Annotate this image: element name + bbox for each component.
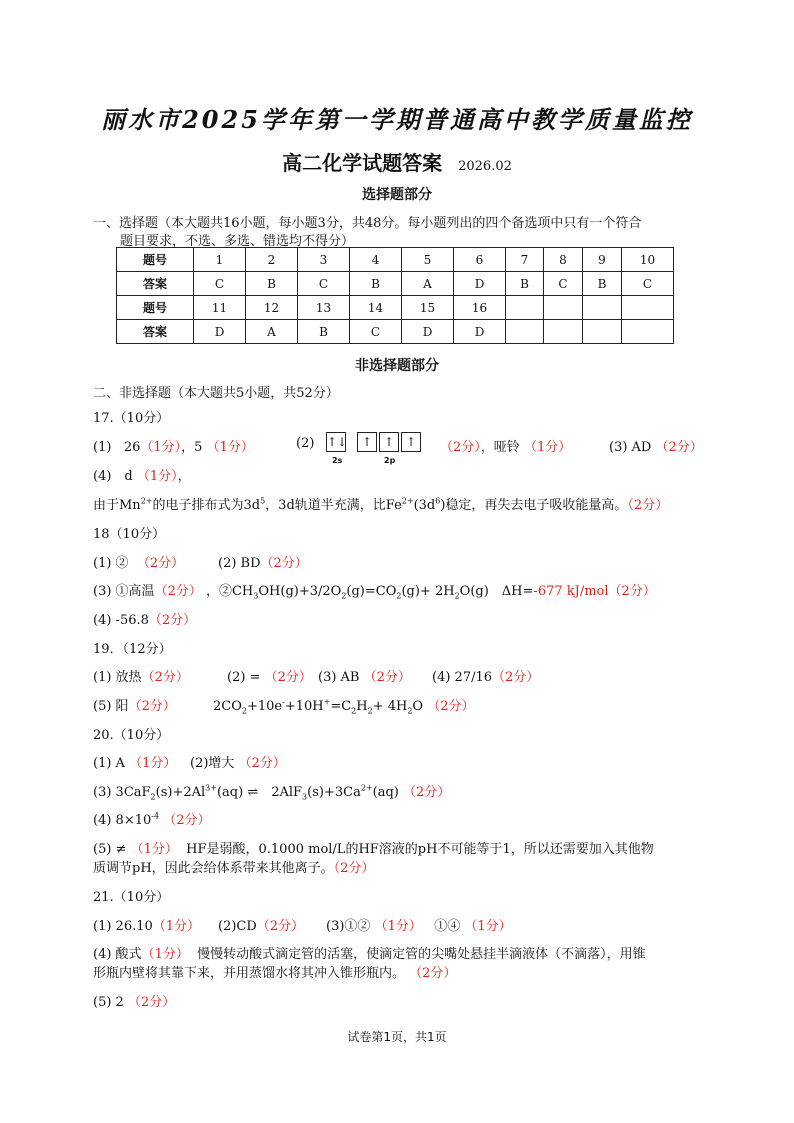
- enthalpy-value: -677 kJ/mol: [533, 584, 609, 599]
- orbital-box-2p: ↑: [379, 432, 399, 452]
- score-text: （2分）: [256, 919, 305, 934]
- answer-text: (1) 26.10: [93, 919, 153, 934]
- answer-text: (2)增大: [190, 756, 235, 771]
- q19-part2: [227, 666, 312, 685]
- answer-cell: B: [350, 272, 402, 296]
- choice-instructions-line2: 题目要求，不选、多选、错选均不得分）: [120, 234, 355, 249]
- q17-part1: [93, 436, 254, 455]
- question-number: 14: [350, 296, 402, 320]
- reason-text: 慢慢转动酸式滴定管的活塞，使滴定管的尖嘴处悬挂半滴液体（不滴落），用锥: [197, 947, 646, 962]
- question-number: 6: [454, 248, 506, 272]
- answer-text: (4) 27/16: [432, 670, 493, 685]
- score-text: （2分）: [492, 670, 540, 685]
- q20-part5-cont: [93, 857, 374, 876]
- answer-text: (1) A: [93, 756, 125, 771]
- page-subtitle: [0, 147, 794, 176]
- reason-text: ，3d轨道半充满，比Fe: [265, 498, 402, 513]
- answer-text: (4) 酸式: [93, 947, 142, 962]
- question-number: 4: [350, 248, 402, 272]
- answer-cell: C: [298, 272, 350, 296]
- equation: (g)+ 2H: [401, 584, 455, 599]
- orbital-diagram: [326, 432, 436, 466]
- answer-text: (3) AD: [609, 440, 652, 455]
- reason-text: 质调节pH，因此会给体系带来其他离子。: [93, 861, 334, 876]
- answer-text: (3) AB: [318, 670, 360, 685]
- equation: (3) 3CaF: [93, 785, 151, 800]
- q17-part2-label: (2): [296, 436, 315, 451]
- score-text: （2分）: [655, 440, 703, 455]
- score-text: （1分）: [141, 947, 189, 962]
- superscript: 2+: [360, 783, 373, 793]
- answer-cell: A: [402, 272, 454, 296]
- section-heading-nonchoice: 非选择题部分: [355, 358, 439, 374]
- orbital-box-2p: ↑: [401, 432, 421, 452]
- answer-text: (4) d: [93, 469, 133, 484]
- superscript: -: [282, 697, 285, 707]
- row-label-answer: 答案: [117, 272, 194, 296]
- answer-cell: D: [454, 272, 506, 296]
- answer-text: (1) ②: [93, 556, 129, 571]
- subscript: 2: [367, 706, 373, 716]
- superscript: 2+: [140, 496, 153, 506]
- reason-text: (3d: [413, 498, 436, 513]
- table-row: [117, 248, 674, 272]
- q21-part5: [93, 991, 175, 1010]
- reason-text: 由于Mn: [93, 498, 141, 513]
- orbital-box-2s: ↑↓: [326, 432, 346, 452]
- score-text: （2分）: [136, 556, 185, 571]
- q17-part3: [609, 436, 703, 455]
- q17-part2-answer: [440, 436, 571, 455]
- nonchoice-instructions: 二、非选择题（本大题共5小题，共52分）: [93, 386, 339, 401]
- equation: (s)+2Al: [155, 785, 206, 800]
- question-number: 3: [298, 248, 350, 272]
- score-text: （1分）: [152, 919, 201, 934]
- reason-text: 形瓶内壁将其靠下来，并用蒸馏水将其冲入锥形瓶内。: [93, 966, 406, 981]
- question-number: 1: [194, 248, 246, 272]
- q21-part1: [93, 915, 200, 934]
- q21-part4-cont: [93, 962, 456, 981]
- empty-cell: [622, 320, 674, 344]
- question-number: 2: [246, 248, 298, 272]
- page-footer: 试卷第1页，共1页: [347, 1030, 447, 1044]
- answer-cell: A: [246, 320, 298, 344]
- score-text: （1分）: [136, 469, 178, 484]
- page-title: 丽水市2025学年第一学期普通高中教学质量监控: [101, 105, 693, 134]
- superscript: 2+: [401, 496, 414, 506]
- question-number: 12: [246, 296, 298, 320]
- empty-cell: [506, 320, 544, 344]
- answer-cell: C: [544, 272, 583, 296]
- table-row: [117, 296, 674, 320]
- question-number: 7: [506, 248, 544, 272]
- equation: (g)=CO: [346, 584, 397, 599]
- equation: + 4H: [372, 699, 408, 714]
- answer-text: (4) -56.8: [93, 613, 149, 628]
- score-text: （1分）: [206, 440, 254, 455]
- superscript: +: [323, 697, 331, 707]
- answer-text: (2) =: [227, 670, 261, 685]
- score-text: （2分）: [148, 613, 197, 628]
- question-number: 9: [583, 248, 622, 272]
- answer-cell: D: [454, 320, 506, 344]
- score-text: （2分）: [608, 584, 656, 599]
- empty-cell: [506, 296, 544, 320]
- subscript: 2: [396, 591, 402, 601]
- answer-cell: C: [350, 320, 402, 344]
- empty-cell: [544, 320, 583, 344]
- question-number: 8: [544, 248, 583, 272]
- empty-cell: [583, 296, 622, 320]
- answer-cell: B: [246, 272, 298, 296]
- q20-part5: [93, 838, 654, 857]
- answer-table: [116, 247, 674, 344]
- exam-date: 2026.02: [458, 159, 512, 174]
- score-text: （2分）: [154, 584, 202, 599]
- equation: (aq) ⇌ 2AlF: [216, 785, 303, 800]
- subscript: 2: [341, 591, 347, 601]
- section-heading-choice: 选择题部分: [362, 187, 432, 203]
- q18-part3: [93, 580, 656, 599]
- answer-text: ，: [177, 469, 191, 484]
- answer-cell: C: [194, 272, 246, 296]
- score-text: （2分）: [238, 756, 286, 771]
- answer-cell: D: [402, 320, 454, 344]
- answer-text: (2)CD: [218, 919, 257, 934]
- q20-part2: [190, 752, 286, 771]
- q21-part2: [218, 915, 304, 934]
- answer-text: ①④: [434, 919, 461, 934]
- equation: (s)+3Ca: [307, 785, 361, 800]
- reason-text: )稳定，再失去电子吸收能量高。: [440, 498, 628, 513]
- q21-header: 21.（10分）: [93, 890, 170, 905]
- equation: H: [356, 699, 368, 714]
- question-number: 11: [194, 296, 246, 320]
- score-text: （2分）: [409, 966, 457, 981]
- score-text: （2分）: [128, 699, 176, 714]
- equation: O(g) ΔH=: [459, 584, 534, 599]
- q20-header: 20.（10分）: [93, 728, 170, 743]
- question-number: 16: [454, 296, 506, 320]
- score-text: （1分）: [140, 440, 182, 455]
- score-text: （2分）: [260, 556, 308, 571]
- equation: =C: [330, 699, 352, 714]
- row-label-number: 题号: [117, 296, 194, 320]
- orbital-label-2s: 2s: [332, 456, 343, 465]
- q19-parts-1-4: [93, 666, 189, 685]
- q17-header: 17.（10分）: [93, 411, 170, 426]
- q20-part3: [93, 781, 450, 800]
- score-text: （2分）: [440, 440, 481, 455]
- equation: ，②CH: [205, 584, 254, 599]
- reason-text: 的电子排布式为3d: [152, 498, 261, 513]
- equation: O: [412, 699, 424, 714]
- equation: +10H: [284, 699, 324, 714]
- orbital-label-2p: 2p: [384, 456, 396, 465]
- empty-cell: [583, 320, 622, 344]
- equation: (aq): [372, 785, 399, 800]
- answer-text: (5) ≠: [93, 842, 127, 857]
- q18-part1: [93, 552, 184, 571]
- answer-text: ，5: [181, 440, 203, 455]
- question-number: 5: [402, 248, 454, 272]
- answer-text: ，哑铃: [480, 440, 520, 455]
- orbital-box-2p: ↑: [357, 432, 377, 452]
- row-label-answer: 答案: [117, 320, 194, 344]
- answer-text: (3) ①高温: [93, 584, 155, 599]
- score-text: （2分）: [363, 670, 411, 685]
- score-text: （1分）: [130, 842, 178, 857]
- q21-part3: [326, 915, 512, 934]
- answer-cell: B: [298, 320, 350, 344]
- answer-text: (3)①②: [326, 919, 371, 934]
- superscript: -4: [151, 811, 160, 821]
- q20-part4: [93, 809, 210, 828]
- question-number: 15: [402, 296, 454, 320]
- score-text: （2分）: [333, 861, 375, 876]
- answer-text: (4) 8×10: [93, 813, 152, 828]
- question-number: 13: [298, 296, 350, 320]
- answer-cell: B: [506, 272, 544, 296]
- part-label: (1): [93, 440, 112, 455]
- q19-part3: [318, 666, 411, 685]
- subscript: 3: [302, 792, 308, 802]
- score-text: （2分）: [627, 498, 669, 513]
- empty-cell: [544, 296, 583, 320]
- choice-instructions-line1: 一、选择题（本大题共16小题，每小题3分，共48分。每小题列出的四个备选项中只有一个符合: [93, 216, 642, 231]
- q18-header: 18（10分）: [93, 527, 166, 542]
- q19-equation: [213, 695, 475, 714]
- equation: +10e: [246, 699, 283, 714]
- answer-text: (2) BD: [218, 556, 261, 571]
- q19-part4: [432, 666, 539, 685]
- answer-cell: B: [583, 272, 622, 296]
- subscript: 2: [407, 706, 413, 716]
- score-text: （1分）: [464, 919, 512, 934]
- score-text: （2分）: [427, 699, 475, 714]
- score-text: （2分）: [127, 995, 176, 1010]
- answer-text: (5) 2: [93, 995, 124, 1010]
- answer-cell: D: [194, 320, 246, 344]
- score-text: （2分）: [163, 813, 211, 828]
- q19-part5: [93, 695, 176, 714]
- answer-text: 26: [123, 440, 141, 455]
- score-text: （2分）: [264, 670, 312, 685]
- equation: 2CO: [213, 699, 242, 714]
- answer-cell: C: [622, 272, 674, 296]
- q20-part1: [93, 752, 176, 771]
- row-label-number: 题号: [117, 248, 194, 272]
- empty-cell: [622, 296, 674, 320]
- q17-part4-reason: [93, 494, 668, 513]
- superscript: 5: [260, 496, 266, 506]
- question-number: 10: [622, 248, 674, 272]
- q18-part4: [93, 609, 196, 628]
- score-text: （1分）: [129, 756, 177, 771]
- answer-text: (1) 放热: [93, 670, 142, 685]
- subtitle-text: 高二化学试题答案: [282, 151, 443, 175]
- equation: OH(g)+3/2O: [258, 584, 342, 599]
- subscript: 2: [150, 792, 156, 802]
- superscript: 3+: [205, 783, 217, 793]
- superscript: 6: [435, 496, 441, 506]
- score-text: （1分）: [523, 440, 572, 455]
- q19-header: 19．（12分）: [93, 642, 172, 657]
- answer-text: (5) 阳: [93, 699, 129, 714]
- q21-part4: [93, 943, 646, 962]
- table-row: [117, 320, 674, 344]
- subscript: 2: [241, 706, 247, 716]
- subscript: 3: [253, 591, 259, 601]
- score-text: （2分）: [402, 785, 451, 800]
- reason-text: HF是弱酸，0.1000 mol/L的HF溶液的pH不可能等于1，所以还需要加入其他物: [186, 842, 654, 857]
- score-text: （2分）: [141, 670, 189, 685]
- subscript: 2: [454, 591, 460, 601]
- table-row: [117, 272, 674, 296]
- q18-part2: [218, 552, 308, 571]
- subscript: 2: [351, 706, 357, 716]
- q17-part4: [93, 465, 191, 484]
- score-text: （1分）: [374, 919, 422, 934]
